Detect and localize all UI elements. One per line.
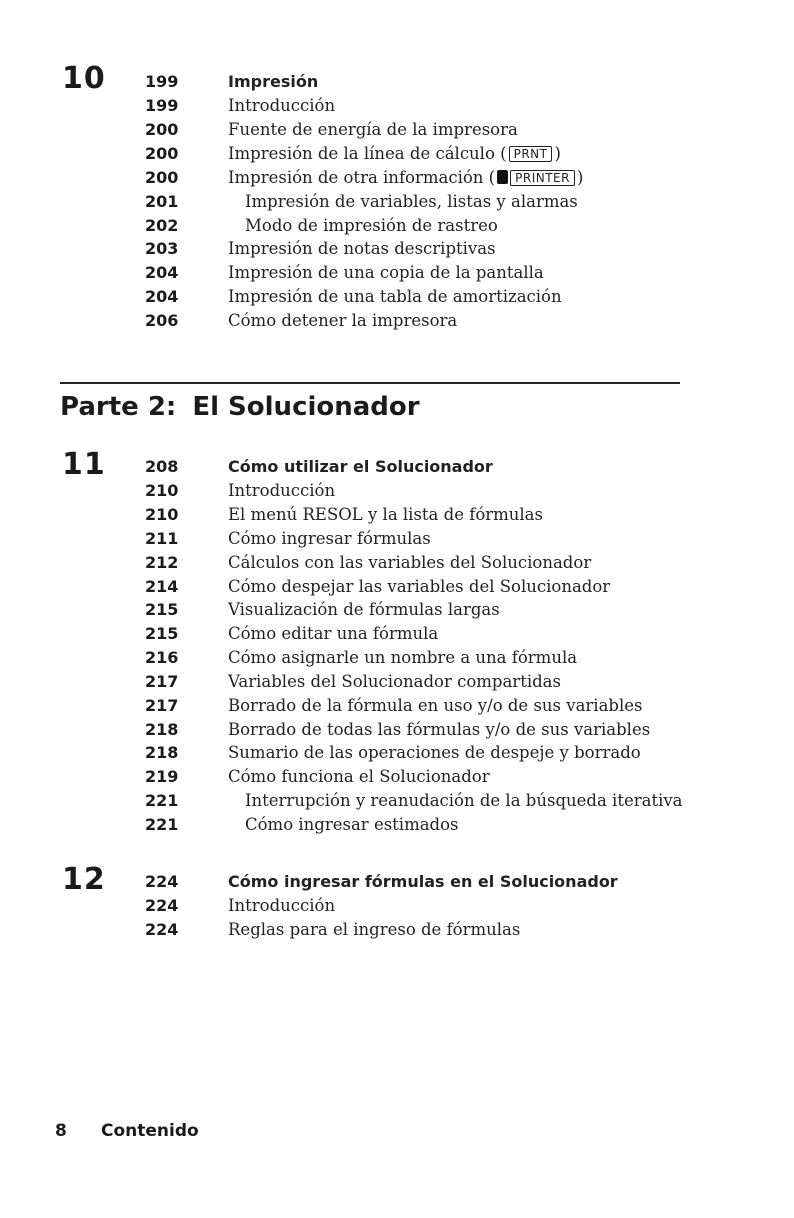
toc-entry [0,144,794,168]
toc-page: 221 [145,815,179,834]
toc-entry [0,311,794,335]
toc-page: 224 [145,896,179,915]
toc-page: 221 [145,791,179,810]
toc-entry [0,577,794,601]
toc-entry [0,872,794,896]
toc-entry [0,529,794,553]
toc-page: 218 [145,743,179,762]
toc-page: 210 [145,481,179,500]
toc-title: Fuente de energía de la impresora [228,120,518,139]
toc-entry [0,743,794,767]
part-label: Parte 2: [60,392,177,422]
toc-page: 203 [145,239,179,258]
toc-title [228,144,561,164]
toc-page: 212 [145,553,179,572]
toc-entry [0,192,794,216]
toc-page: 200 [145,144,179,163]
toc-title: Cómo funciona el Solucionador [228,767,490,786]
toc-title: Reglas para el ingreso de fórmulas [228,920,521,939]
prnt-key-icon: PRNT [509,146,553,162]
toc-entry [0,896,794,920]
toc-page: 206 [145,311,179,330]
toc-entry [0,263,794,287]
part-title [60,392,420,422]
chapter-number: 12 [62,862,106,897]
toc-entry [0,239,794,263]
toc-page: 215 [145,624,179,643]
toc-entry [0,767,794,791]
toc-entry [0,815,794,839]
toc-title-text: ) [576,168,584,187]
printer-key-icon: PRINTER [510,170,575,186]
toc-entry [0,481,794,505]
toc-page: 204 [145,263,179,282]
toc-title-text: Impresión de otra información ( [228,168,496,187]
toc-title: Introducción [228,896,336,915]
toc-page: 199 [145,96,179,115]
toc-page: 218 [145,720,179,739]
toc-title: Borrado de todas las fórmulas y/o de sus variables [228,720,651,739]
chapter-number: 11 [62,447,106,482]
toc-entry [0,168,794,192]
toc-title: Impresión de notas descriptivas [228,239,496,258]
toc-entry [0,505,794,529]
toc-page: 204 [145,287,179,306]
chapter-number: 10 [62,61,106,96]
toc-entry [0,216,794,240]
toc-page: 200 [145,120,179,139]
toc-title: Cómo detener la impresora [228,311,458,330]
toc-page: 215 [145,600,179,619]
toc-title: Introducción [228,96,336,115]
shift-key-icon [497,170,508,184]
toc-title: Borrado de la fórmula en uso y/o de sus variables [228,696,643,715]
toc-title: Sumario de las operaciones de despeje y borrado [228,743,641,762]
toc-heading: Impresión [228,72,319,91]
toc-page: 224 [145,872,179,891]
toc-entry [0,553,794,577]
toc-page: 208 [145,457,179,476]
toc-heading: Cómo utilizar el Solucionador [228,457,493,476]
toc-title-text: ) [554,144,561,163]
toc-entry [0,920,794,944]
toc-page: 201 [145,192,179,211]
toc-page: 202 [145,216,179,235]
toc-title: Cómo ingresar fórmulas [228,529,431,548]
toc-title: Cómo despejar las variables del Solucionador [228,577,611,596]
toc-title: Cálculos con las variables del Solucionador [228,553,592,572]
toc-page: 219 [145,767,179,786]
toc-page: 217 [145,696,179,715]
toc-title: Cómo asignarle un nombre a una fórmula [228,648,578,667]
toc-page: 217 [145,672,179,691]
toc-entry [0,648,794,672]
toc-title-text: Impresión de la línea de cálculo ( [228,144,507,163]
toc-title: Impresión de variables, listas y alarmas [245,192,578,211]
toc-page: 199 [145,72,179,91]
toc-title: Modo de impresión de rastreo [245,216,498,235]
toc-entry [0,624,794,648]
footer-page-number: 8 [55,1121,67,1141]
toc-page: 200 [145,168,179,187]
toc-page: 216 [145,648,179,667]
toc-heading: Cómo ingresar fórmulas en el Solucionador [228,872,618,891]
toc-title [228,168,583,188]
toc-title: Impresión de una copia de la pantalla [228,263,544,282]
toc-title: Introducción [228,481,336,500]
toc-entry [0,600,794,624]
toc-entry [0,72,794,96]
toc-title: Visualización de fórmulas largas [228,600,500,619]
section-divider [60,382,680,384]
toc-entry [0,791,794,815]
toc-title: Impresión de una tabla de amortización [228,287,562,306]
toc-entry [0,287,794,311]
toc-page: 210 [145,505,179,524]
toc-entry [0,672,794,696]
toc-page: 211 [145,529,179,548]
toc-page: 224 [145,920,179,939]
toc-title: El menú RESOL y la lista de fórmulas [228,505,543,524]
toc-title: Cómo ingresar estimados [245,815,459,834]
toc-entry [0,457,794,481]
toc-title: Interrupción y reanudación de la búsqueda iterativa [245,791,683,810]
toc-title: Cómo editar una fórmula [228,624,439,643]
toc-entry [0,720,794,744]
page-footer [55,1121,199,1141]
toc-entry [0,696,794,720]
toc-entry [0,120,794,144]
footer-label: Contenido [101,1121,199,1141]
toc-title: Variables del Solucionador compartidas [228,672,561,691]
part-name: El Solucionador [192,392,420,422]
toc-entry [0,96,794,120]
toc-page: 214 [145,577,179,596]
